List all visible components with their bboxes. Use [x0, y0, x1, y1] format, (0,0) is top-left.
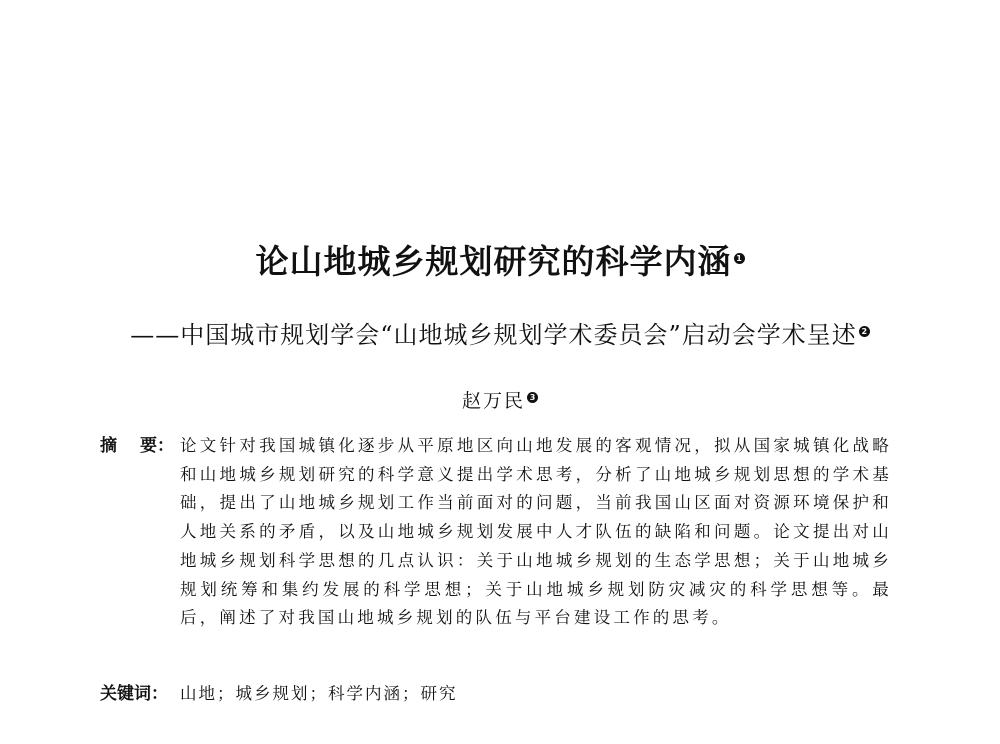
paper-subtitle — [0, 315, 1000, 350]
abstract-label-first: 摘 — [100, 436, 117, 456]
paper-subtitle-text: ——中国城市规划学会“山地城乡规划学术委员会”启动会学术呈述 — [130, 321, 857, 349]
author-name: 赵万民 — [461, 390, 525, 412]
author-line — [0, 386, 1000, 413]
keywords-label: 关键词： — [100, 684, 168, 704]
paper-title — [0, 236, 1000, 283]
abstract-label-second: 要： — [140, 436, 174, 456]
subtitle-footnote-marker: 2 — [859, 326, 870, 337]
abstract-text: 论文针对我国城镇化逐步从平原地区向山地发展的客观情况，拟从国家城镇化战略和山地城乡规划研究的科学意义提出学术思考，分析了山地城乡规划思想的学术基础，提出了山地城乡规划工作当前面对的问题，当前我国山区面对资源环境保护和人地关系的矛盾，以及山地城乡规划发展中人才队伍的缺陷和问题。论文提出对山地城乡规划科学思想的几点认识：关于山地城乡规划的生态学思想；关于山地城乡规划统筹和集约发展的科学思想；关于山地城乡规划防灾减灾的科学思想等。最后，阐述了对我国山地城乡规划的队伍与平台建设工作的思考。 — [180, 436, 892, 628]
keywords-text: 山地；城乡规划；科学内涵；研究 — [180, 684, 458, 703]
paper-title-text: 论山地城乡规划研究的科学内涵 — [255, 242, 732, 281]
author-footnote-marker: 3 — [527, 392, 538, 403]
abstract-label — [100, 432, 180, 460]
title-footnote-marker: 1 — [734, 253, 745, 264]
